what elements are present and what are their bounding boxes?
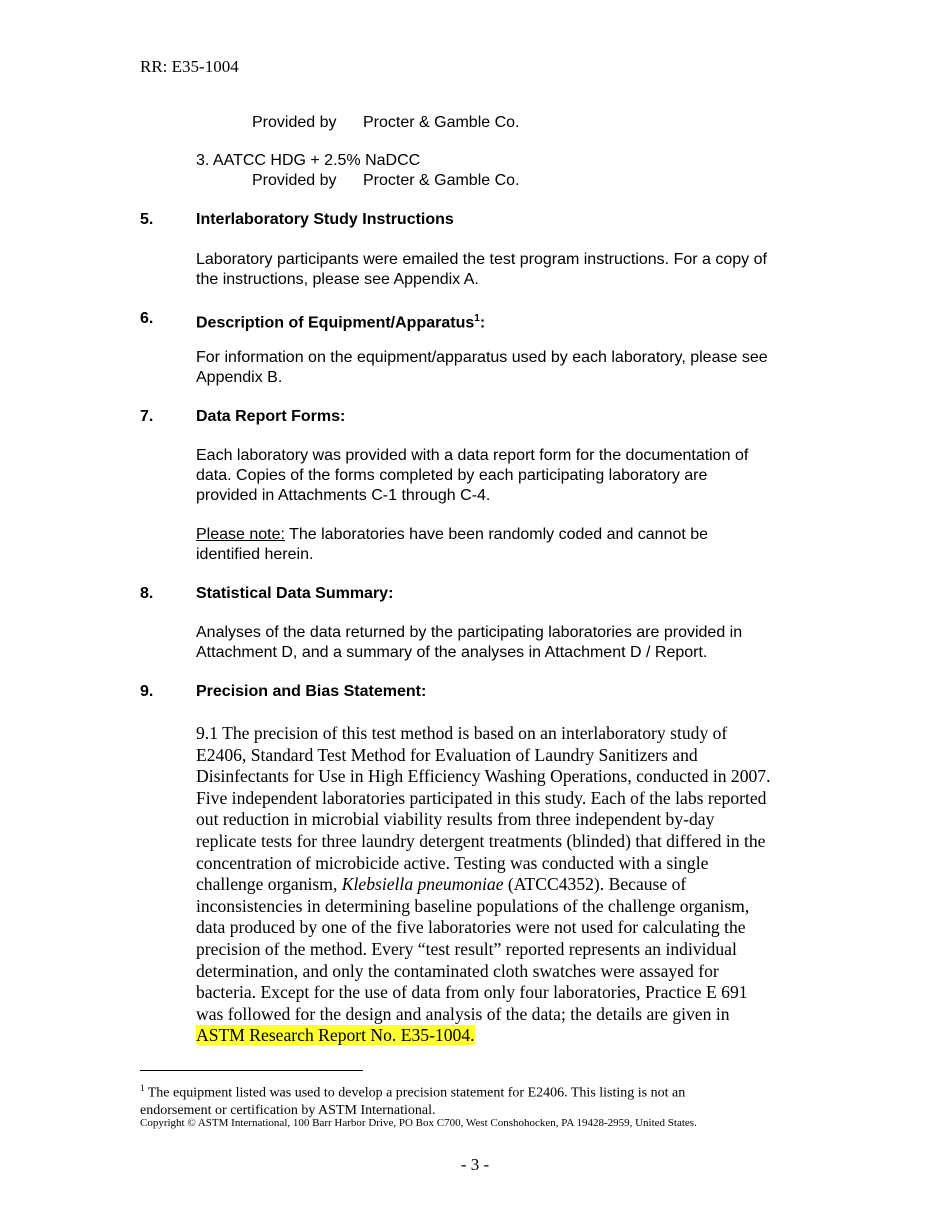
provider-name: Procter & Gamble Co. bbox=[363, 114, 520, 131]
section-paragraph: Each laboratory was provided with a data report form for the documentation of data. Copies of the forms completed by each participating laboratory are provided in Attachments C-1 through C-4. bbox=[196, 447, 749, 504]
section-paragraph: Analyses of the data returned by the participating laboratories are provided in Attachment D, and a summary of the analyses in Attachment D / Report. bbox=[196, 624, 743, 661]
section-number: 8. bbox=[140, 585, 154, 602]
note-paragraph: Please note: The laboratories have been randomly coded and cannot be identified herein. bbox=[196, 526, 709, 563]
footnote-ref: 1 bbox=[474, 313, 480, 324]
copyright-notice: Copyright © ASTM International, 100 Barr Harbor Drive, PO Box C700, West Conshohocken, PA 19428-2959, United States. bbox=[140, 1117, 697, 1129]
section-paragraph: For information on the equipment/apparatus used by each laboratory, please see Appendix B. bbox=[196, 349, 768, 386]
section-heading: Description of Equipment/Apparatus$^1$: bbox=[196, 313, 486, 332]
footnote-marker: 1 bbox=[140, 1083, 145, 1093]
organism-name: Klebsiella pneumoniae bbox=[341, 874, 504, 895]
provided-by-label: Provided by bbox=[252, 172, 337, 189]
section-heading: Statistical Data Summary: bbox=[196, 585, 394, 602]
precision-statement: 9.1 The precision of this test method is based on an interlaboratory study of E2406, Standard Test Method for Evaluation of Laundry Sanitizers and Disinfectants for Use in High Efficiency Washing Operations, conducted in 2007. Five independent laboratories participated in this study. Each of the labs reported out reduction in microbial viability results from three independent by-day replicate tests for three laundry detergent treatments (blinded) that differed in the concentration of microbicide active. Testing was conducted with a single challenge organism, Klebsiella pneumoniae (ATCC4352). Because of inconsistencies in determining baseline populations of the challenge organism, data produced by one of the five laboratories were not used for calculating the precision of the method. Every “test result” reported represents an individual determination, and only the contaminated cloth swatches were assayed for bacteria. Except for the use of data from only four laboratories, Practice E 691 was followed for the design and analysis of the data; the details are given in ASTM Research Report No. E35-1004. bbox=[196, 723, 771, 1046]
section-number: 5. bbox=[140, 211, 154, 228]
section-heading: Data Report Forms: bbox=[196, 408, 346, 425]
material-item-3: 3. AATCC HDG + 2.5% NaDCC bbox=[196, 152, 421, 169]
section-paragraph: Laboratory participants were emailed the test program instructions. For a copy of the instructions, please see Appendix A. bbox=[196, 251, 767, 288]
page-number: - 3 - bbox=[460, 1155, 490, 1174]
note-label: Please note: bbox=[196, 526, 285, 543]
footnote: $^1$ The equipment listed was used to develop a precision statement for E2406. This listing is not an endorsement or certification by ASTM International. bbox=[140, 1083, 686, 1118]
highlighted-reference: ASTM Research Report No. E35-1004. bbox=[196, 1025, 475, 1046]
section-number: 6. bbox=[140, 310, 154, 327]
provided-by-label: Provided by bbox=[252, 114, 337, 131]
section-heading: Interlaboratory Study Instructions bbox=[196, 211, 454, 228]
section-number: 7. bbox=[140, 408, 154, 425]
section-heading: Precision and Bias Statement: bbox=[196, 683, 427, 700]
report-id-header: RR: E35-1004 bbox=[140, 57, 239, 76]
footnote-divider bbox=[140, 1070, 363, 1071]
provider-name: Procter & Gamble Co. bbox=[363, 172, 520, 189]
section-number: 9. bbox=[140, 683, 154, 700]
